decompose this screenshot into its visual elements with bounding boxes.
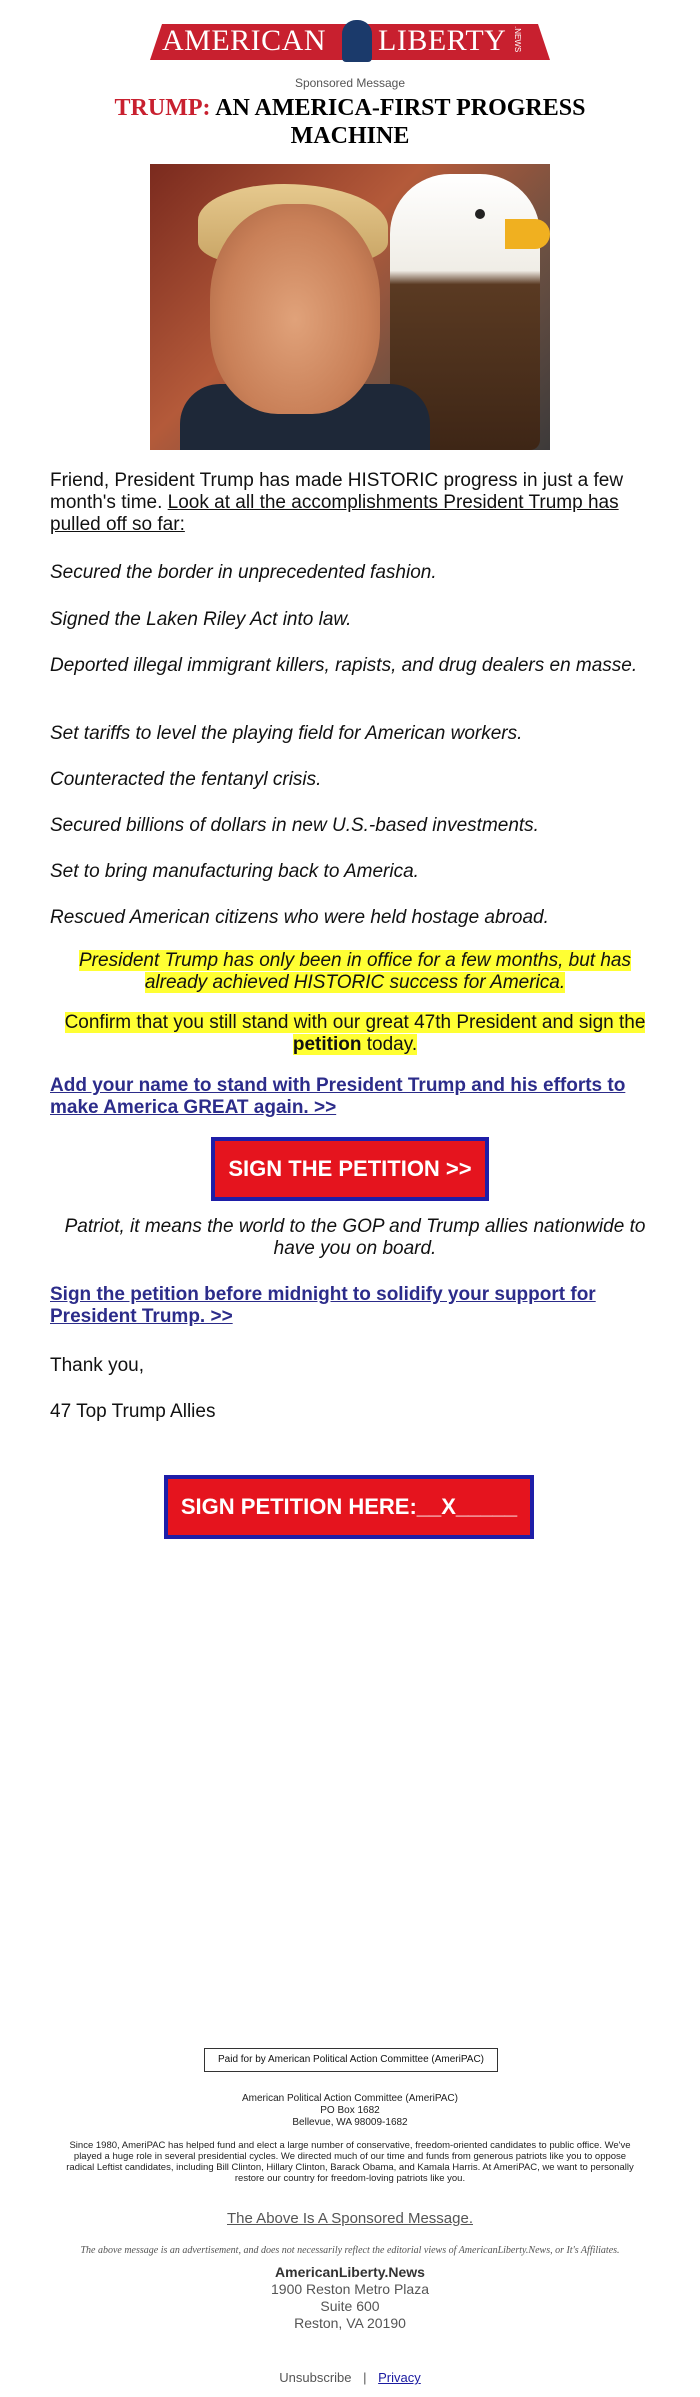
intro-paragraph: [50, 470, 660, 536]
link-separator: |: [363, 2370, 367, 2385]
accomplishment-item: Deported illegal immigrant killers, rapists, and drug dealers en masse.: [50, 655, 638, 676]
patriot-text: Patriot, it means the world to the GOP and Trump allies nationwide to have you on board.: [64, 1216, 646, 1259]
unsubscribe-link[interactable]: Unsubscribe: [279, 2370, 352, 2385]
headline-rest: AN AMERICA-FIRST PROGRESS MACHINE: [215, 95, 586, 149]
eagle-eye: [475, 209, 485, 219]
intro-text: Friend, President Trump has made HISTORIC progress in just a few month's time.: [50, 470, 624, 513]
sponsored-message-link[interactable]: The Above Is A Sponsored Message.: [227, 2210, 473, 2227]
address-line-1: 1900 Reston Metro Plaza: [271, 2281, 429, 2297]
intro-underlined: Look at all the accomplishments President Trump has pulled off so far:: [50, 492, 619, 535]
petition-call-bold: petition: [292, 1034, 362, 1055]
accomplishment-item: Secured the border in unprecedented fashion.: [50, 562, 437, 583]
accomplishment-item: Counteracted the fentanyl crisis.: [50, 769, 322, 790]
paid-for-box: Paid for by American Political Action Committee (AmeriPAC): [204, 2048, 498, 2072]
accomplishment-item: Signed the Laken Riley Act into law.: [50, 609, 352, 630]
logo-text-american: AMERICAN: [162, 24, 327, 57]
address-line-3: Reston, VA 20190: [294, 2315, 406, 2331]
footer-links: [0, 2370, 700, 2385]
petition-call: [50, 1012, 660, 1056]
site-address: [0, 2264, 700, 2332]
logo-text-news: .NEWS: [513, 26, 522, 53]
disclaimer-text: The above message is an advertisement, and does not necessarily reflect the editorial views of AmericanLiberty.News, or It's Affiliates.: [80, 2245, 620, 2256]
petition-call-after: today.: [361, 1034, 418, 1055]
headline: [60, 94, 640, 150]
thank-you-text: Thank you,: [50, 1355, 144, 1376]
liberty-bell-icon: [342, 20, 372, 62]
accomplishment-item: Set to bring manufacturing back to America.: [50, 861, 419, 882]
sign-petition-button[interactable]: SIGN THE PETITION >>: [212, 1138, 488, 1200]
address-line-2: Suite 600: [320, 2298, 380, 2314]
accomplishment-item: Set tariffs to level the playing field for American workers.: [50, 723, 523, 744]
org-city: Bellevue, WA 98009-1682: [292, 2117, 408, 2128]
logo-text-liberty: LIBERTY: [378, 24, 507, 57]
petition-link-2[interactable]: Sign the petition before midnight to solidify your support for President Trump. >>: [50, 1284, 596, 1327]
sign-petition-here-button[interactable]: SIGN PETITION HERE:__X_____: [165, 1476, 533, 1538]
org-about: Since 1980, AmeriPAC has helped fund and elect a large number of conservative, freedom-oriented candidates to public office. We've played a huge role in several presidential cycles. We directed much of our time and funds from generous patriots like you to oppose radical Leftist candidates, including Bill Clinton, Hillary Clinton, Barack Obama, and Kamala Harris. At AmeriPAC, we want to personally restore our country for freedom-loving patriots like you.: [66, 2140, 634, 2184]
headline-red: TRUMP:: [114, 95, 211, 121]
signoff-text: 47 Top Trump Allies: [50, 1401, 216, 1422]
petition-link-1[interactable]: Add your name to stand with President Trump and his efforts to make America GREAT again. >>: [50, 1075, 626, 1118]
petition-call-before: Confirm that you still stand with our great 47th President and sign the: [64, 1012, 646, 1033]
petition-link-2-wrap: [50, 1284, 660, 1328]
org-name: American Political Action Committee (AmeriPAC): [242, 2093, 458, 2104]
privacy-link[interactable]: Privacy: [378, 2370, 421, 2385]
hero-image-trump-eagle[interactable]: [150, 164, 550, 450]
highlight-statement: [50, 950, 660, 994]
american-liberty-logo[interactable]: [150, 18, 550, 66]
accomplishment-item: Rescued American citizens who were held hostage abroad.: [50, 907, 549, 928]
site-name: AmericanLiberty.News: [275, 2264, 425, 2280]
accomplishment-item: Secured billions of dollars in new U.S.-based investments.: [50, 815, 539, 836]
sponsored-label: Sponsored Message: [294, 76, 406, 90]
face-shape: [210, 204, 380, 414]
eagle-beak: [505, 219, 550, 249]
org-po-box: PO Box 1682: [320, 2105, 380, 2116]
petition-link-1-wrap: [50, 1075, 660, 1119]
highlight-text: President Trump has only been in office for a few months, but has already achieved HISTORIC success for America.: [79, 950, 631, 993]
